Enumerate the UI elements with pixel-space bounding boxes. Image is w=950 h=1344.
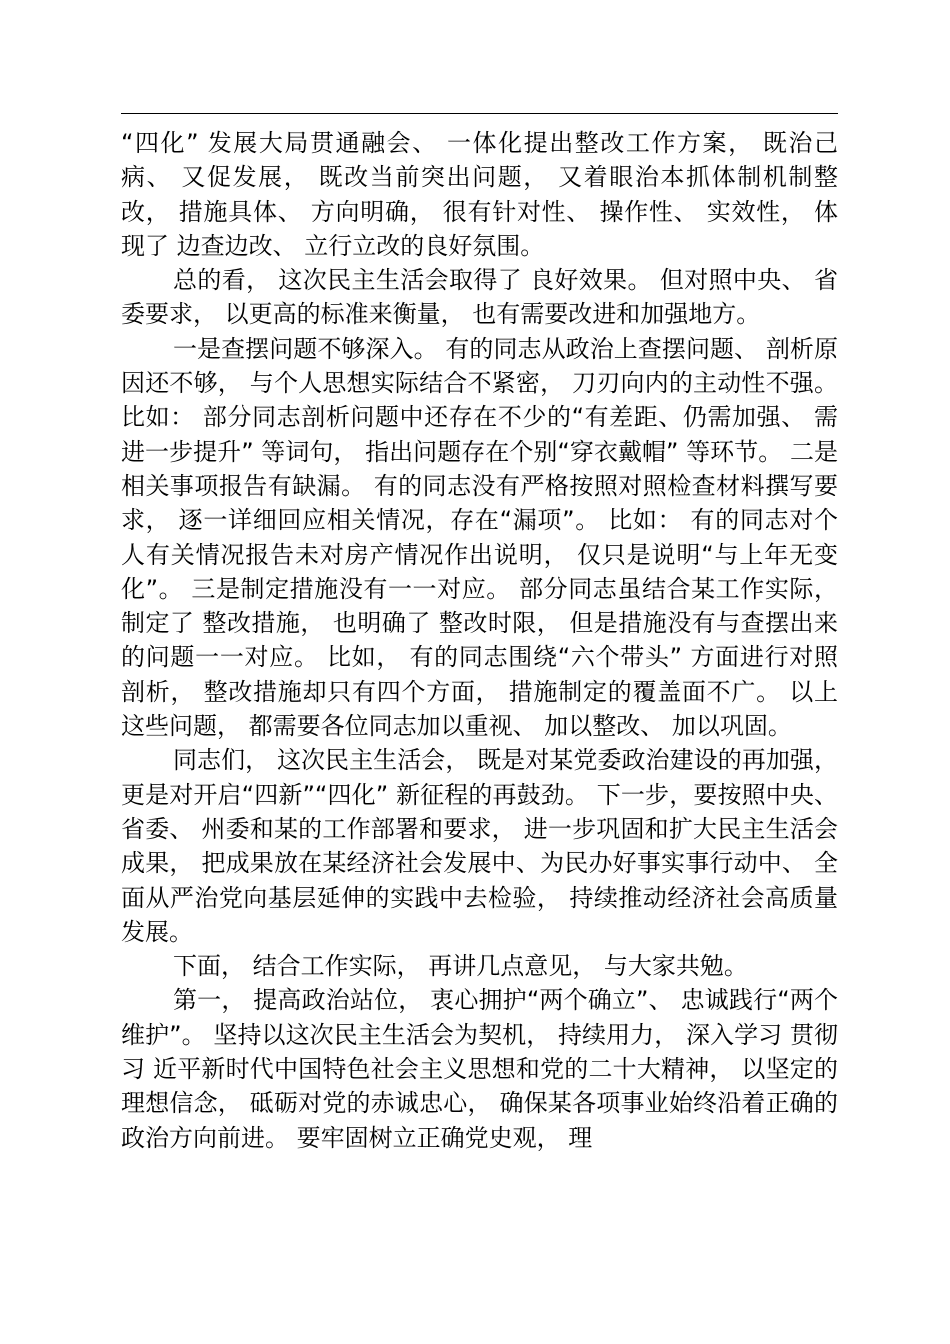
header-rule xyxy=(121,113,838,114)
paragraph-opinions-intro: 下面， 结合工作实际， 再讲几点意见， 与大家共勉。 xyxy=(173,952,748,981)
paragraph-problems: 一是查摆问题不够深入。 有的同志从政治上查摆问题、 剖析原因还不够， 与个人思想实际结合不紧密， 刀刃向内的主动性不强。 比如： 部分同志剖析问题中还存在不少的“有差距、仍需加强、 需进一步提升” 等词句， 指出问题存在个别“穿衣戴帽” 等环节。 二是相关事项报告有缺漏。 有的同志没有严格按照对照检查材料撰写要求， 逐一详细回应相关情况，存在“漏项”。 比如： 有的同志对个人有关情况报告未对房产情况作出说明， 仅只是说明“与上年无变化”。 三是制定措施没有一一对应。 部分同志虽结合某工作实际， 制定了 整改措施， 也明确了 整改时限， 但是措施没有与查摆出来的问题一一对应。 比如， 有的同志围绕“六个带头” 方面进行对照剖析， 整改措施却只有四个方面， 措施制定的覆盖面不广。 以上这些问题， 都需要各位同志加以重视、 加以整改、 加以巩固。 xyxy=(121,334,838,741)
paragraph-summary: 总的看， 这次民主生活会取得了 良好效果。 但对照中央、 省委要求， 以更高的标准来衡量， 也有需要改进和加强地方。 xyxy=(121,266,838,329)
paragraph-next-steps: 同志们， 这次民主生活会， 既是对某党委政治建设的再加强， 更是对开启“四新”“四化” 新征程的再鼓劲。 下一步，要按照中央、 省委、 州委和某的工作部署和要求， 进一步巩固和扩大民主生活会成果， 把成果放在某经济社会发展中、为民办好事实事行动中、 全面从严治党向基层延伸的实践中去检验， 持续推动经济社会高质量发展。 xyxy=(121,746,838,946)
paragraph-continuation: “四化” 发展大局贯通融会、 一体化提出整改工作方案， 既治己病、 又促发展， 既改当前突出问题， 又着眼治本抓体制机制整改， 措施具体、 方向明确， 很有针对性、 操作性、 实效性， 体现了 边查边改、 立行立改的良好氛围。 xyxy=(121,129,838,260)
document-body xyxy=(121,126,838,1155)
paragraph-point-one: 第一， 提高政治站位， 衷心拥护“两个确立”、 忠诚践行“两个维护”。 坚持以这次民主生活会为契机， 持续用力， 深入学习 贯彻习 近平新时代中国特色社会主义思想和党的二十大精神， 以坚定的理想信念， 砥砺对党的赤诚忠心， 确保某各项事业始终沿着正确的政治方向前进。 要牢固树立正确党史观， 理 xyxy=(121,986,838,1152)
